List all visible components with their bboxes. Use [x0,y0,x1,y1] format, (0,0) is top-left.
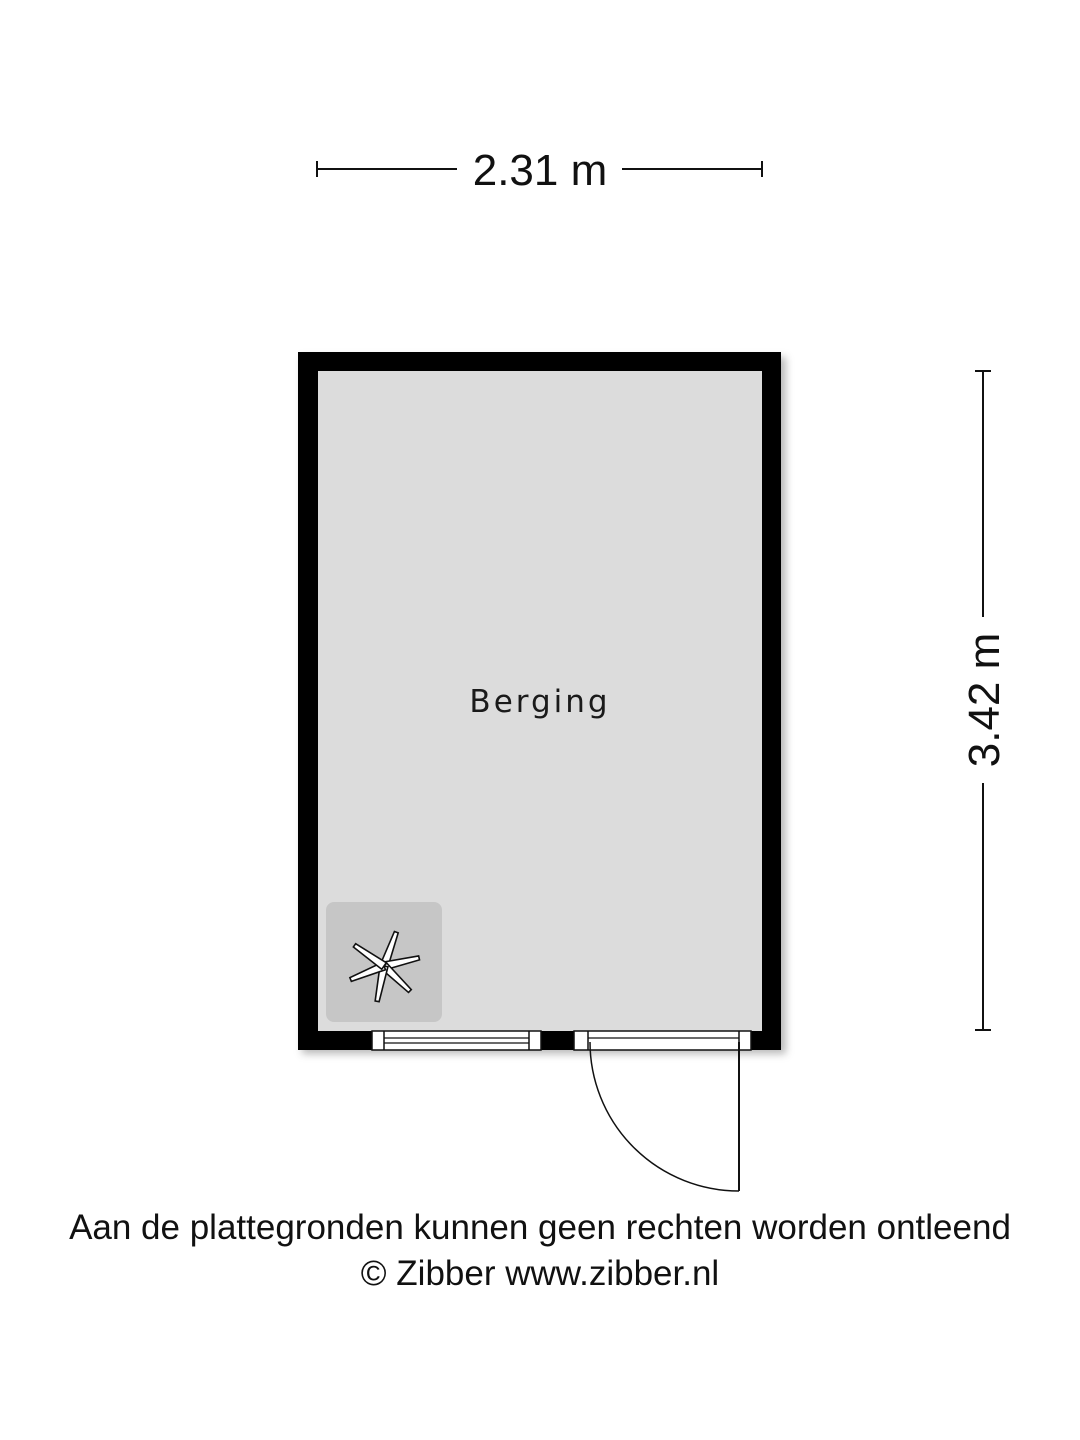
wall-left [298,352,318,1050]
height-label: 3.42 m [960,632,1009,768]
wall-right [762,352,781,1050]
height-dimension [960,371,1009,1030]
wall-top [298,352,781,371]
room-label: Berging [469,684,611,720]
wall-bottom-middle [541,1031,574,1050]
door-swing-icon [574,1031,751,1191]
width-dimension [317,146,762,195]
room-berging [298,352,786,1191]
width-label: 2.31 m [472,146,608,195]
wall-bottom-right [751,1031,781,1050]
copyright-text: © Zibber www.zibber.nl [360,1254,720,1293]
disclaimer-text: Aan de plattegronden kunnen geen rechten worden ontleend [69,1208,1011,1247]
window [372,1031,541,1050]
asterisk-fixture-icon [326,902,442,1022]
wall-bottom-left [298,1031,372,1050]
